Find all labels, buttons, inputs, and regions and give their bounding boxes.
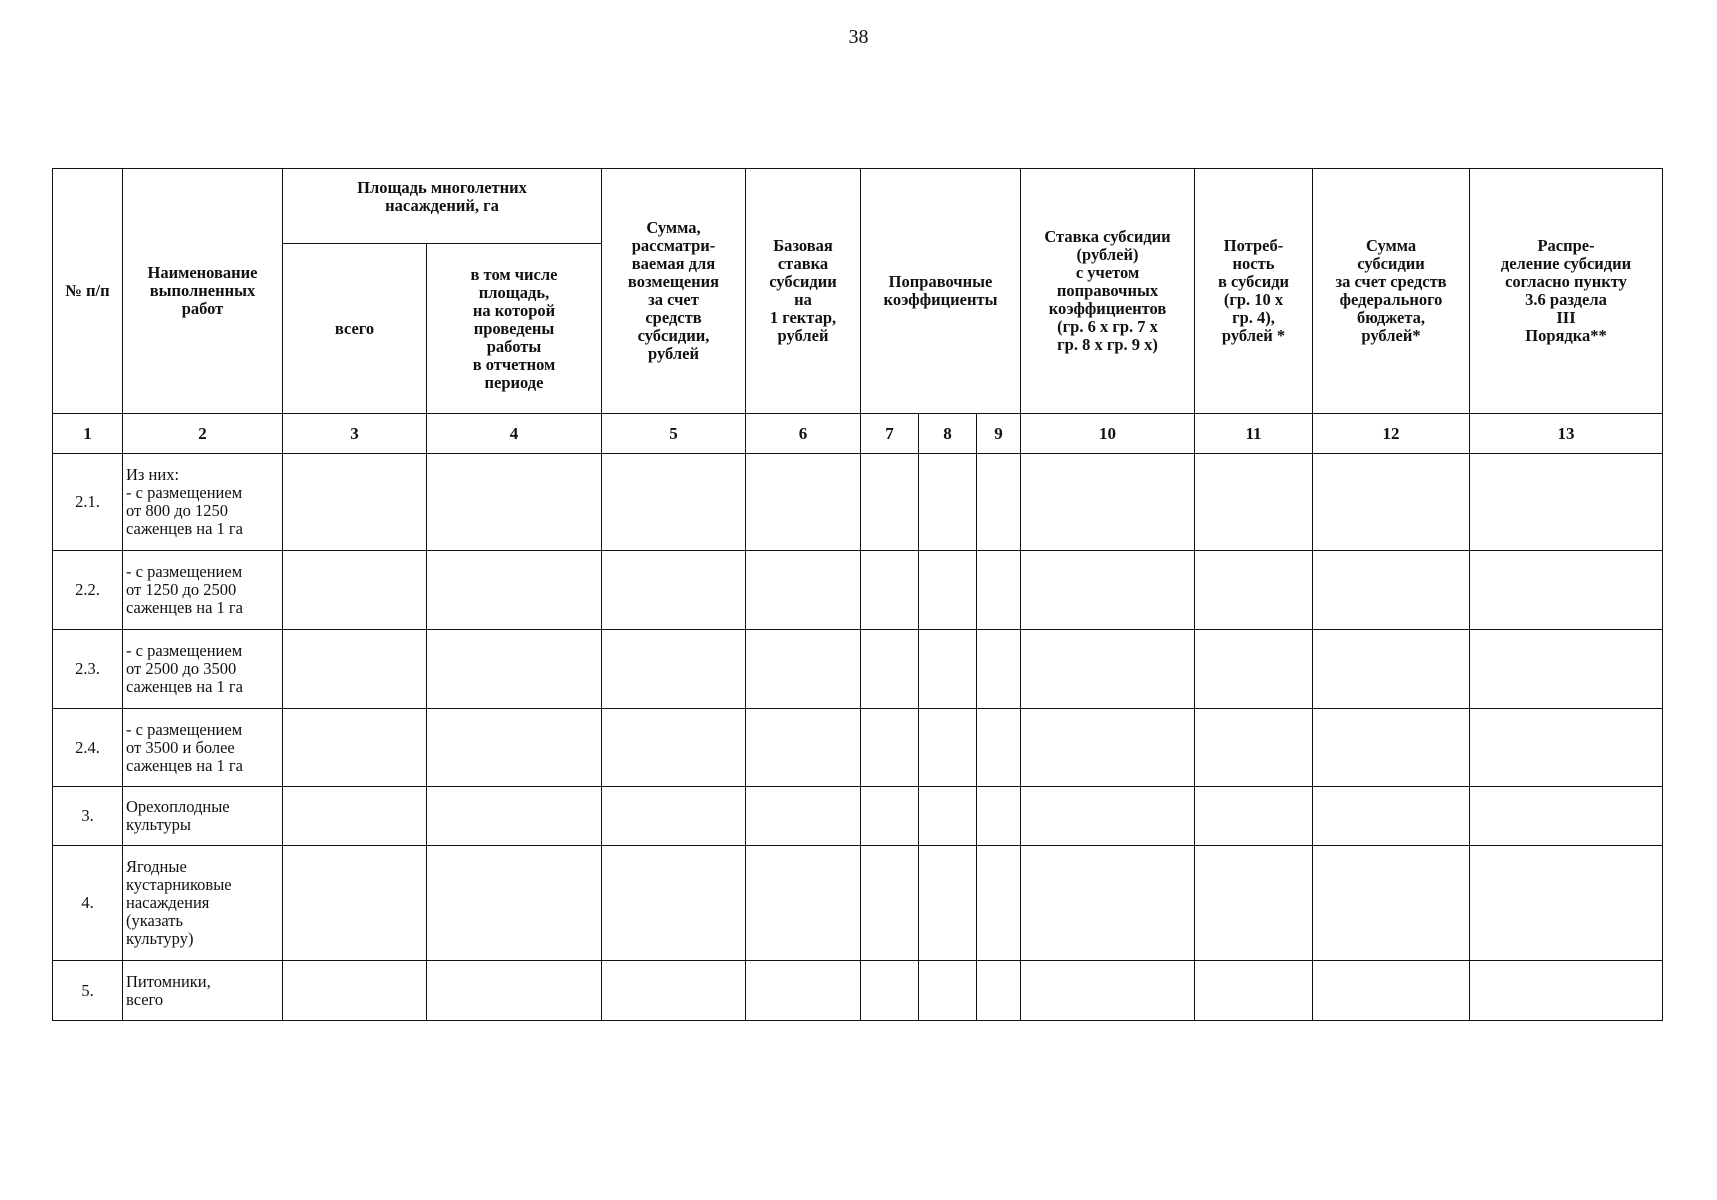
empty-cell bbox=[602, 787, 746, 846]
empty-cell bbox=[746, 709, 861, 787]
empty-cell bbox=[283, 709, 427, 787]
empty-cell bbox=[977, 787, 1021, 846]
empty-cell bbox=[1313, 454, 1470, 551]
empty-cell bbox=[1470, 846, 1663, 961]
header-area-total: всего bbox=[283, 244, 427, 414]
table-row bbox=[53, 630, 1663, 709]
empty-cell bbox=[861, 846, 919, 961]
empty-cell bbox=[1195, 787, 1313, 846]
empty-cell bbox=[427, 961, 602, 1021]
empty-cell bbox=[746, 787, 861, 846]
empty-cell bbox=[1195, 709, 1313, 787]
empty-cell bbox=[1195, 551, 1313, 630]
empty-cell bbox=[746, 551, 861, 630]
empty-cell bbox=[1313, 961, 1470, 1021]
empty-cell bbox=[861, 551, 919, 630]
empty-cell bbox=[602, 630, 746, 709]
table-row bbox=[53, 846, 1663, 961]
row-name: Ягодные кустарниковые насаждения (указать культуру) bbox=[123, 846, 283, 961]
empty-cell bbox=[1470, 551, 1663, 630]
row-number: 3. bbox=[53, 787, 123, 846]
header-need: Потреб- ность в субсиди (гр. 10 х гр. 4), рублей * bbox=[1195, 169, 1313, 414]
empty-cell bbox=[861, 961, 919, 1021]
empty-cell bbox=[283, 454, 427, 551]
page-number: 38 bbox=[848, 26, 869, 48]
empty-cell bbox=[1195, 846, 1313, 961]
empty-cell bbox=[861, 709, 919, 787]
empty-cell bbox=[746, 961, 861, 1021]
empty-cell bbox=[1470, 454, 1663, 551]
row-number: 4. bbox=[53, 846, 123, 961]
empty-cell bbox=[1021, 961, 1195, 1021]
column-number: 5 bbox=[602, 414, 746, 454]
empty-cell bbox=[283, 787, 427, 846]
empty-cell bbox=[1313, 551, 1470, 630]
empty-cell bbox=[977, 961, 1021, 1021]
header-correction-coefs: Поправочные коэффициенты bbox=[861, 169, 1021, 414]
column-number: 3 bbox=[283, 414, 427, 454]
empty-cell bbox=[1021, 454, 1195, 551]
empty-cell bbox=[977, 630, 1021, 709]
empty-cell bbox=[746, 846, 861, 961]
empty-cell bbox=[919, 630, 977, 709]
column-number: 11 bbox=[1195, 414, 1313, 454]
header-row-1 bbox=[53, 169, 1663, 244]
header-distribution: Распре- деление субсидии согласно пункту 3.6 раздела III Порядка** bbox=[1470, 169, 1663, 414]
column-number: 9 bbox=[977, 414, 1021, 454]
subsidy-table bbox=[52, 168, 1663, 1021]
row-name: - с размещением от 1250 до 2500 саженцев на 1 га bbox=[123, 551, 283, 630]
empty-cell bbox=[602, 846, 746, 961]
empty-cell bbox=[919, 961, 977, 1021]
table-row bbox=[53, 551, 1663, 630]
empty-cell bbox=[283, 551, 427, 630]
header-col-name: Наименование выполненных работ bbox=[123, 169, 283, 414]
empty-cell bbox=[919, 551, 977, 630]
empty-cell bbox=[1313, 787, 1470, 846]
column-number-row bbox=[53, 414, 1663, 454]
header-col-num: № п/п bbox=[53, 169, 123, 414]
empty-cell bbox=[427, 551, 602, 630]
row-number: 5. bbox=[53, 961, 123, 1021]
empty-cell bbox=[1470, 961, 1663, 1021]
header-area-period: в том числе площадь, на которой проведены работы в отчетном периоде bbox=[427, 244, 602, 414]
header-area-group: Площадь многолетних насаждений, га bbox=[283, 169, 602, 244]
table-row bbox=[53, 787, 1663, 846]
header-sum-considered: Сумма, рассматри- ваемая для возмещения за счет средств субсидии, рублей bbox=[602, 169, 746, 414]
empty-cell bbox=[427, 709, 602, 787]
row-name: Питомники, всего bbox=[123, 961, 283, 1021]
row-number: 2.2. bbox=[53, 551, 123, 630]
column-number: 13 bbox=[1470, 414, 1663, 454]
empty-cell bbox=[977, 846, 1021, 961]
header-base-rate: Базовая ставка субсидии на 1 гектар, рублей bbox=[746, 169, 861, 414]
empty-cell bbox=[919, 709, 977, 787]
column-number: 4 bbox=[427, 414, 602, 454]
header-federal-sum: Сумма субсидии за счет средств федерального бюджета, рублей* bbox=[1313, 169, 1470, 414]
empty-cell bbox=[1021, 787, 1195, 846]
column-number: 1 bbox=[53, 414, 123, 454]
row-number: 2.1. bbox=[53, 454, 123, 551]
row-number: 2.4. bbox=[53, 709, 123, 787]
empty-cell bbox=[1021, 709, 1195, 787]
empty-cell bbox=[1195, 961, 1313, 1021]
empty-cell bbox=[427, 846, 602, 961]
row-name: - с размещением от 2500 до 3500 саженцев на 1 га bbox=[123, 630, 283, 709]
row-name: Орехоплодные культуры bbox=[123, 787, 283, 846]
table-row bbox=[53, 454, 1663, 551]
column-number: 12 bbox=[1313, 414, 1470, 454]
empty-cell bbox=[602, 551, 746, 630]
column-number: 6 bbox=[746, 414, 861, 454]
column-number: 7 bbox=[861, 414, 919, 454]
empty-cell bbox=[1313, 846, 1470, 961]
empty-cell bbox=[1195, 454, 1313, 551]
empty-cell bbox=[919, 454, 977, 551]
empty-cell bbox=[427, 454, 602, 551]
empty-cell bbox=[1470, 787, 1663, 846]
empty-cell bbox=[977, 709, 1021, 787]
row-name: - с размещением от 3500 и более саженцев на 1 га bbox=[123, 709, 283, 787]
empty-cell bbox=[919, 787, 977, 846]
empty-cell bbox=[602, 961, 746, 1021]
empty-cell bbox=[977, 454, 1021, 551]
row-name: Из них: - с размещением от 800 до 1250 саженцев на 1 га bbox=[123, 454, 283, 551]
empty-cell bbox=[1313, 630, 1470, 709]
empty-cell bbox=[283, 630, 427, 709]
empty-cell bbox=[919, 846, 977, 961]
empty-cell bbox=[861, 454, 919, 551]
empty-cell bbox=[1021, 846, 1195, 961]
table-row bbox=[53, 961, 1663, 1021]
empty-cell bbox=[427, 630, 602, 709]
empty-cell bbox=[602, 454, 746, 551]
empty-cell bbox=[283, 961, 427, 1021]
empty-cell bbox=[746, 630, 861, 709]
row-number: 2.3. bbox=[53, 630, 123, 709]
column-number: 8 bbox=[919, 414, 977, 454]
empty-cell bbox=[602, 709, 746, 787]
empty-cell bbox=[746, 454, 861, 551]
empty-cell bbox=[861, 630, 919, 709]
empty-cell bbox=[1021, 630, 1195, 709]
empty-cell bbox=[1470, 630, 1663, 709]
column-number: 2 bbox=[123, 414, 283, 454]
empty-cell bbox=[861, 787, 919, 846]
empty-cell bbox=[1021, 551, 1195, 630]
empty-cell bbox=[1313, 709, 1470, 787]
empty-cell bbox=[283, 846, 427, 961]
column-number: 10 bbox=[1021, 414, 1195, 454]
empty-cell bbox=[977, 551, 1021, 630]
empty-cell bbox=[1470, 709, 1663, 787]
header-rate-with-coefs: Ставка субсидии (рублей) с учетом поправочных коэффициентов (гр. 6 х гр. 7 х гр. 8 х гр. 9 х) bbox=[1021, 169, 1195, 414]
empty-cell bbox=[427, 787, 602, 846]
empty-cell bbox=[1195, 630, 1313, 709]
table-row bbox=[53, 709, 1663, 787]
